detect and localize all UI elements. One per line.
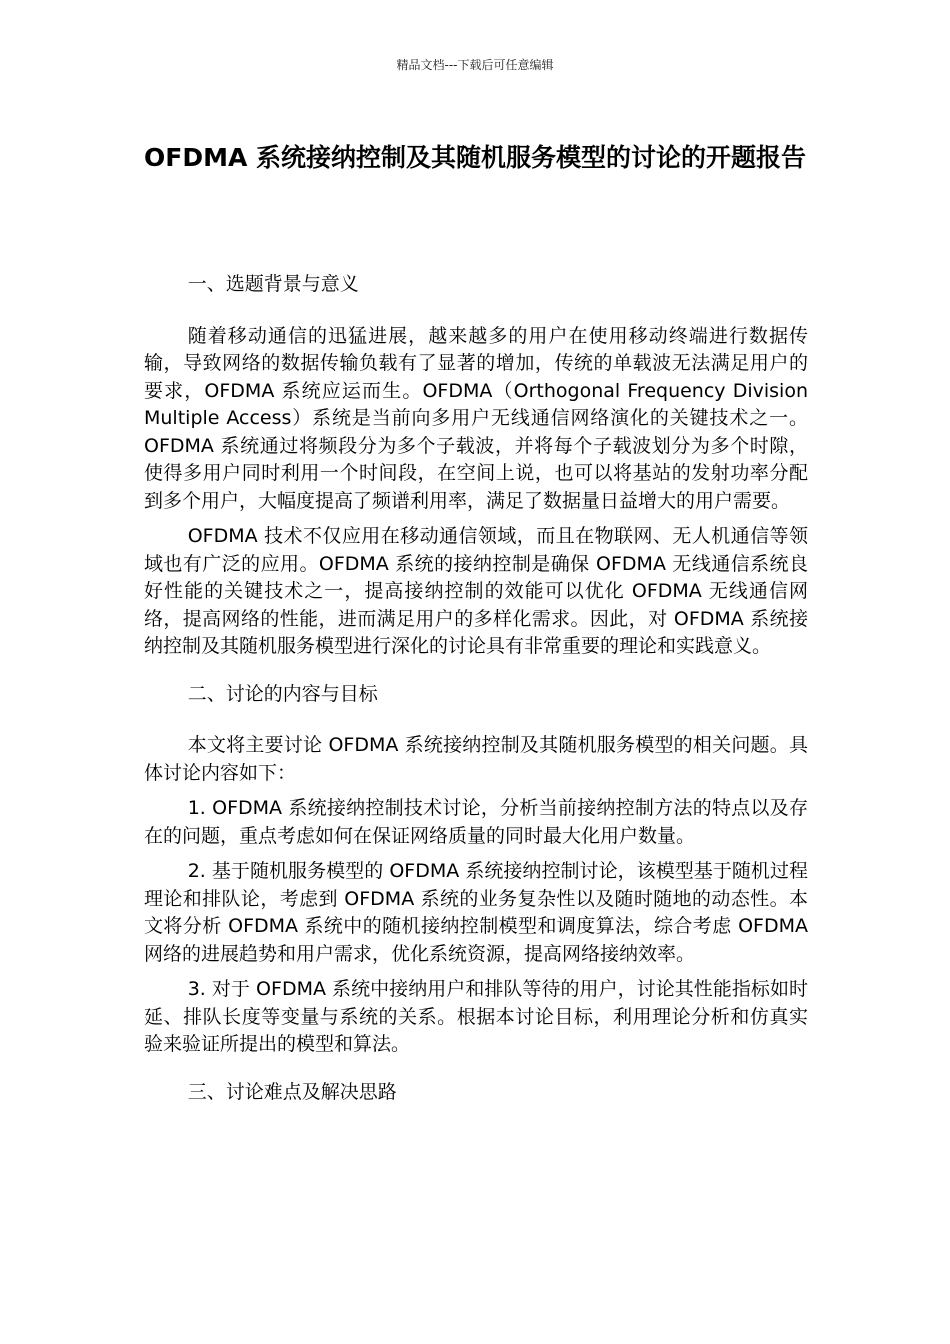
page-header-note: 精品文档---下载后可任意编辑 [396,58,554,72]
paragraph-content-item-1: 1. OFDMA 系统接纳控制技术讨论，分析当前接纳控制方法的特点以及存在的问题，重点考虑如何在保证网络质量的同时最大化用户数量。 [144,797,808,847]
document-title: OFDMA 系统接纳控制及其随机服务模型的讨论的开题报告 [143,143,806,172]
paragraph-background-2: OFDMA 技术不仅应用在移动通信领域，而且在物联网、无人机通信等领域也有广泛的应用。OFDMA 系统的接纳控制是确保 OFDMA 无线通信系统良好性能的关键技术之一，提高接纳控制的效能可以优化 OFDMA 无线通信网络，提高网络的性能，进而满足用户的多样化需求。因此，对 OFDMA 系统接纳控制及其随机服务模型进行深化的讨论具有非常重要的理论和实践意义。 [144,525,808,657]
section-heading-content-goals: 二、讨论的内容与目标 [187,682,378,705]
paragraph-content-item-2: 2. 基于随机服务模型的 OFDMA 系统接纳控制讨论，该模型基于随机过程理论和排队论，考虑到 OFDMA 系统的业务复杂性以及随时随地的动态性。本文将分析 OFDMA 系统中的随机接纳控制模型和调度算法，综合考虑 OFDMA 网络的进展趋势和用户需求，优化系统资源，提高网络接纳效率。 [144,860,808,965]
section-heading-background: 一、选题背景与意义 [187,273,359,295]
document-body [144,271,808,1130]
paragraph-content-item-3: 3. 对于 OFDMA 系统中接纳用户和排队等待的用户，讨论其性能指标如时延、排队长度等变量与系统的关系。根据本讨论目标，利用理论分析和仿真实验来验证所提出的模型和算法。 [144,978,808,1055]
paragraph-content-intro: 本文将主要讨论 OFDMA 系统接纳控制及其随机服务模型的相关问题。具体讨论内容如下： [144,734,808,784]
section-heading-difficulties: 三、讨论难点及解决思路 [187,1080,397,1103]
paragraph-background-1: 随着移动通信的迅猛进展，越来越多的用户在使用移动终端进行数据传输，导致网络的数据传输负载有了显著的增加，传统的单载波无法满足用户的要求，OFDMA 系统应运而生。OFDMA（Orthogonal Frequency Division Multiple Access）系统是当前向多用户无线通信网络演化的关键技术之一。OFDMA 系统通过将频段分为多个子载波，并将每个子载波划分为多个时隙，使得多用户同时利用一个时间段，在空间上说，也可以将基站的发射功率分配到多个用户，大幅度提高了频谱利用率，满足了数据量日益增大的用户需要。 [144,324,808,512]
